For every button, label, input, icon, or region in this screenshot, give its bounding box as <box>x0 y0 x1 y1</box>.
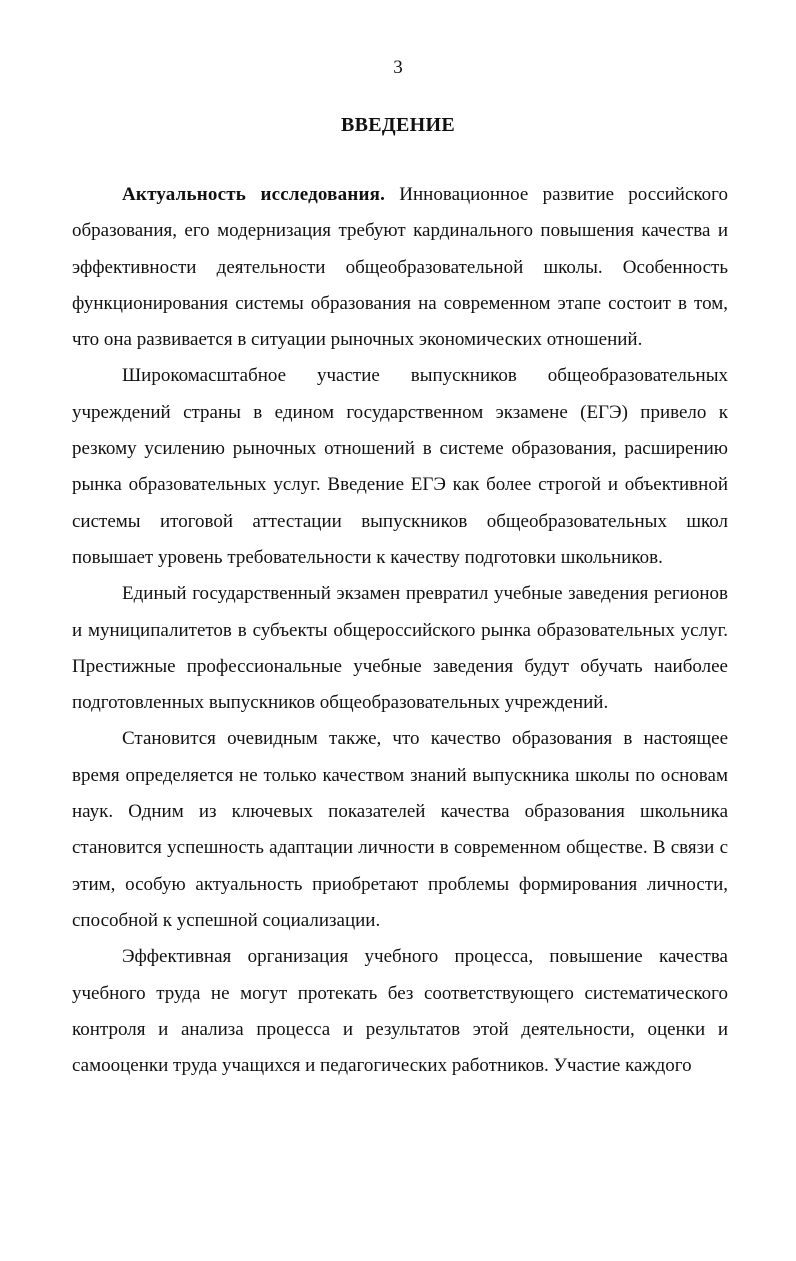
paragraph-learning-process: Эффективная организация учебного процесса, повышение качества учебного труда не могут протекать без соответствующего систематического контроля и анализа процесса и результатов этой деятельности, оценки и самооценки труда учащихся и педагогических работников. Участие каждого <box>72 946 728 1077</box>
body-text <box>72 177 728 1084</box>
section-heading: ВВЕДЕНИЕ <box>341 114 455 136</box>
paragraph-ege-participation: Широкомасштабное участие выпускников общеобразовательных учреждений страны в едином государственном экзамене (ЕГЭ) привело к резкому усилению рыночных отношений в системе образования, расширению рынка образовательных услуг. Введение ЕГЭ как более строгой и объективной системы итоговой аттестации выпускников общеобразовательных школ повышает уровень требовательности к качеству подготовки школьников. <box>72 365 728 568</box>
paragraph-relevance <box>72 177 728 358</box>
paragraph-lead: Актуальность исследования. <box>122 184 386 205</box>
paragraph-ege-market: Единый государственный экзамен превратил учебные заведения регионов и муниципалитетов в субъекты общероссийского рынка образовательных услуг. Престижные профессиональные учебные заведения будут обучать наиболее подготовленных выпускников общеобразовательных учреждений. <box>72 583 728 714</box>
paragraph-education-quality: Становится очевидным также, что качество образования в настоящее время определяется не только качеством знаний выпускника школы по основам наук. Одним из ключевых показателей качества образования школьника становится успешность адаптации личности в современном обществе. В связи с этим, особую актуальность приобретают проблемы формирования личности, способной к успешной социализации. <box>72 728 728 931</box>
page-number: 3 <box>393 57 403 78</box>
paragraph-text: Инновационное развитие российского образования, его модернизация требуют кардинального повышения качества и эффективности деятельности общеобразовательной школы. Особенность функционирования системы образования на современном этапе состоит в том, что она развивается в ситуации рыночных экономических отношений. <box>72 184 728 351</box>
